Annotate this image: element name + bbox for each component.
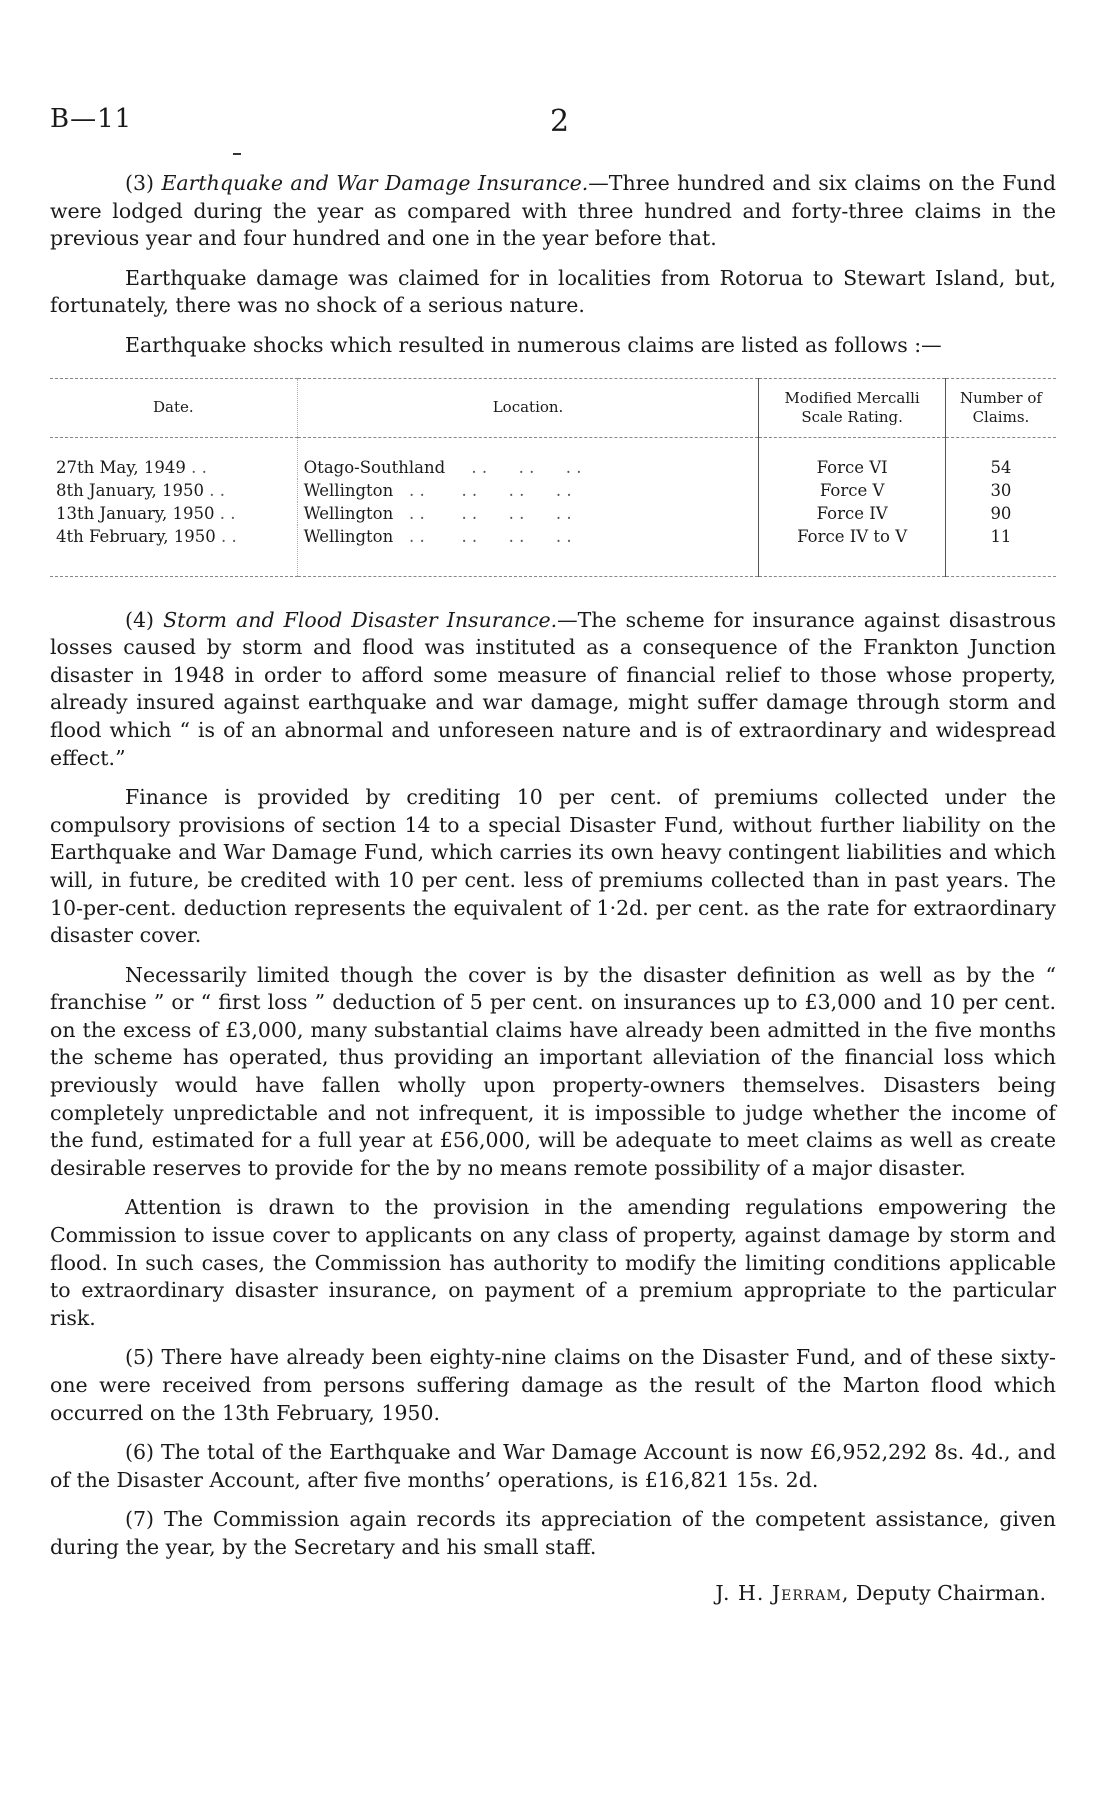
section-3-paragraph-3: Earthquake shocks which resulted in numerous claims are listed as follows :— <box>125 332 942 357</box>
row-location: Otago-Southland <box>303 457 446 477</box>
section-4-paragraph-2: Finance is provided by crediting 10 per cent. of premiums collected under the compulsory provisions of section 14 to a special Disaster Fund, without further liability on the Earthquake and War Damage Fund, which carries its own heavy contingent liabilities and which will, in future, be credited with 10 per cent. less of premiums collected than in past years. The 10-per-cent. deduction represents the equivalent of 1·2d. per cent. as the rate for extraordinary disaster cover. <box>50 785 1056 948</box>
page-header <box>50 104 1056 139</box>
row-scale: Force IV to V <box>759 525 946 577</box>
dot-leader: . . <box>191 457 207 477</box>
section-4-title: Storm and Flood Disaster Insurance. <box>163 607 558 632</box>
signatory-title: Deputy Chairman. <box>855 1580 1046 1605</box>
section-3-number: (3) <box>125 171 155 195</box>
row-scale: Force VI <box>759 437 946 479</box>
dot-leader: . . . . . . . . <box>398 526 572 546</box>
signature-block <box>50 1580 1056 1608</box>
section-4-intro: —The scheme for insurance against disastrous losses caused by storm and flood was instituted as a consequence of the Frankton Junction disaster in 1948 in order to afford some measure of financial relief to those whose property, already insured against earthquake and war damage, might suffer damage through storm and flood which “ is of an abnormal and unforeseen nature and is of extraordinary and widespread effect.” <box>50 607 1056 770</box>
dot-leader: . . <box>220 526 237 546</box>
section-3-intro: —Three hundred and six claims on the Fund were lodged during the year as compared with three hundred and forty-three claims in the previous year and four hundred and one in the year before that. <box>50 171 1057 251</box>
section-3-title: Earthquake and War Damage Insurance. <box>161 171 589 195</box>
row-claims: 54 <box>945 437 1056 479</box>
row-location: Wellington <box>303 503 394 523</box>
row-date: 8th January, 1950 <box>56 480 205 500</box>
page-number: 2 <box>550 104 570 139</box>
table-header-row <box>50 378 1056 437</box>
row-scale: Force IV <box>759 502 946 525</box>
row-claims: 90 <box>945 502 1056 525</box>
dot-leader: . . <box>219 503 236 523</box>
section-5-paragraph: (5) There have already been eighty-nine claims on the Disaster Fund, and of these sixty-one were received from persons suffering damage as the result of the Marton flood which occurred on the 13th February, 1950. <box>50 1345 1056 1425</box>
header-date: Date. <box>50 378 297 437</box>
section-4-number: (4) <box>125 607 155 632</box>
table-row <box>50 525 1056 577</box>
section-3-paragraph-2: Earthquake damage was claimed for in localities from Rotorua to Stewart Island, but, fortunately, there was no shock of a serious nature. <box>50 265 1056 318</box>
row-scale: Force V <box>759 479 946 502</box>
header-claims: Number of Claims. <box>945 378 1056 437</box>
document-code: B—11 <box>50 104 133 134</box>
section-6-paragraph: (6) The total of the Earthquake and War Damage Account is now £6,952,292 8s. 4d., and of the Disaster Account, after five months’ operations, is £16,821 15s. 2d. <box>50 1440 1056 1492</box>
header-scale: Modified Mercalli Scale Rating. <box>759 378 946 437</box>
table-row <box>50 479 1056 502</box>
section-4-paragraph-4: Attention is drawn to the provision in the amending regulations empowering the Commission to issue cover to applicants on any class of property, against damage by storm and flood. In such cases, the Commission has authority to modify the limiting conditions applicable to extraordinary disaster insurance, on payment of a premium appropriate to the particular risk. <box>50 1195 1056 1330</box>
row-location: Wellington <box>303 526 394 546</box>
table-row <box>50 502 1056 525</box>
section-3-paragraph <box>50 170 1056 253</box>
claims-table-wrap <box>50 378 1056 577</box>
document-body <box>50 170 1056 1607</box>
decorative-dash <box>233 153 241 155</box>
row-claims: 30 <box>945 479 1056 502</box>
row-date: 4th February, 1950 <box>56 526 216 546</box>
signatory-name: J. H. Jerram, <box>715 1580 850 1605</box>
section-4-paragraph-3: Necessarily limited though the cover is by the disaster definition as well as by the “ franchise ” or “ first loss ” deduction of 5 per cent. on insurances up to £3,000 and 10 per cent. on the excess of £3,000, many substantial claims have already been admitted in the five months the scheme has operated, thus providing an important alleviation of the financial loss which previously would have fallen wholly upon property-owners themselves. Disasters being completely unpredictable and not infrequent, it is impossible to judge whether the income of the fund, estimated for a full year at £56,000, will be adequate to meet claims as well as create desirable reserves to provide for the by no means remote possibility of a major disaster. <box>50 962 1056 1180</box>
row-location: Wellington <box>303 480 394 500</box>
dot-leader: . . . . . . <box>450 457 582 477</box>
claims-table <box>50 378 1056 577</box>
row-claims: 11 <box>945 525 1056 577</box>
section-7-paragraph: (7) The Commission again records its appreciation of the competent assistance, given during the year, by the Secretary and his small staff. <box>50 1507 1056 1559</box>
row-date: 27th May, 1949 <box>56 457 186 477</box>
dot-leader: . . . . . . . . <box>398 480 572 500</box>
dot-leader: . . <box>209 480 226 500</box>
header-location: Location. <box>297 378 759 437</box>
section-4-paragraph <box>50 607 1056 773</box>
dot-leader: . . . . . . . . <box>398 503 572 523</box>
table-row <box>50 437 1056 479</box>
row-date: 13th January, 1950 <box>56 503 215 523</box>
